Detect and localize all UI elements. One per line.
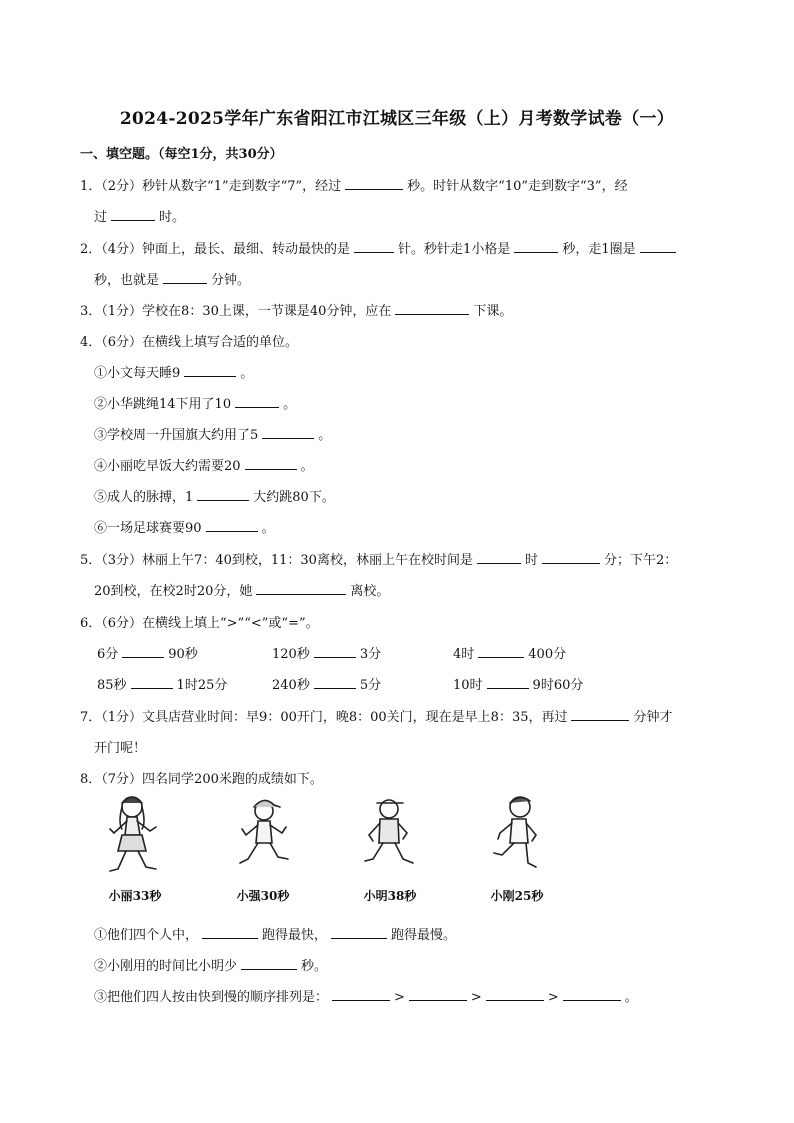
question-2-line-1 xyxy=(80,238,680,257)
q4-item xyxy=(94,393,296,412)
q6-right: 90秒 xyxy=(168,647,198,662)
answer-blank[interactable] xyxy=(122,644,164,658)
answer-blank[interactable] xyxy=(131,675,173,689)
runner-caption: 小强30秒 xyxy=(236,889,290,903)
answer-blank[interactable] xyxy=(409,987,467,1001)
answer-blank[interactable] xyxy=(245,456,297,470)
greater-than-sign: > xyxy=(394,990,405,1005)
q4-item-text: ②小华跳绳14下用了10 xyxy=(94,397,232,412)
q8-sub-text: 秒。 xyxy=(301,959,328,974)
q5-text-c: 分；下午2： xyxy=(603,553,678,568)
q7-text-a: 7．（1分）文具店营业时间：早9：00开门，晚8：00关门，现在是早上8：35，再过 xyxy=(80,710,568,725)
q6-comparison xyxy=(272,674,381,693)
question-1-line-1 xyxy=(80,175,628,194)
q2-text-d: 秒，也就是 xyxy=(94,273,160,288)
q4-item-text: 。 xyxy=(240,366,254,381)
question-1-line-2 xyxy=(94,206,185,225)
runner-figure-xiaoli xyxy=(90,793,180,915)
q4-item-text: ⑤成人的脉搏，1 xyxy=(94,490,194,505)
runner-caption: 小刚25秒 xyxy=(490,889,544,903)
q4-item-text: ⑥一场足球赛要90 xyxy=(94,521,202,536)
answer-blank[interactable] xyxy=(314,675,356,689)
runner-figure-xiaogang xyxy=(472,793,562,915)
answer-blank[interactable] xyxy=(163,270,207,284)
answer-blank[interactable] xyxy=(542,550,600,564)
q2-text-a: 2．（4分）钟面上，最长、最细、转动最快的是 xyxy=(80,242,351,257)
q8-sub-text: 。 xyxy=(624,990,638,1005)
question-7-line-1 xyxy=(80,706,673,725)
answer-blank[interactable] xyxy=(262,425,314,439)
q6-left: 120秒 xyxy=(272,647,310,662)
question-7-line-2: 开门呢！ xyxy=(94,741,147,756)
runner-figure-xiaoqiang xyxy=(218,793,308,915)
q8-sub-text: ③把他们四人按由快到慢的顺序排列是： xyxy=(94,990,329,1005)
q5-text-d: 20到校，在校2时20分，她 xyxy=(94,584,253,599)
question-6-stem: 6．（6分）在横线上填上“>”“<”或“=”。 xyxy=(80,616,319,631)
q8-sub-3 xyxy=(94,986,638,1005)
answer-blank[interactable] xyxy=(345,176,403,190)
q8-sub-text: ②小刚用的时间比小明少 xyxy=(94,959,238,974)
q6-right: 400分 xyxy=(528,647,567,662)
answer-blank[interactable] xyxy=(514,239,558,253)
q6-left: 240秒 xyxy=(272,678,310,693)
question-5-line-1 xyxy=(80,549,677,568)
q3-text-b: 下课。 xyxy=(473,304,513,319)
q4-item xyxy=(94,424,331,443)
q6-comparison xyxy=(453,674,583,693)
runner-figures xyxy=(90,793,560,915)
q8-sub-text: ①他们四个人中， xyxy=(94,928,199,943)
q6-right: 5分 xyxy=(359,678,382,693)
question-5-line-2 xyxy=(94,580,389,599)
q6-right: 3分 xyxy=(359,647,382,662)
q6-left: 85秒 xyxy=(97,678,127,693)
q3-text-a: 3．（1分）学校在8：30上课，一节课是40分钟，应在 xyxy=(80,304,392,319)
boy-runner-icon xyxy=(355,793,425,883)
q4-item-text: 大约跳80下。 xyxy=(253,490,335,505)
answer-blank[interactable] xyxy=(331,925,387,939)
q2-text-b: 针。秒针走1小格是 xyxy=(398,242,511,257)
runner-caption: 小明38秒 xyxy=(363,889,417,903)
q4-item xyxy=(94,517,275,536)
q5-text-b: 时 xyxy=(524,553,538,568)
q8-sub-1 xyxy=(94,924,456,943)
answer-blank[interactable] xyxy=(202,925,258,939)
q1-text-a: 1．（2分）秒针从数字“1”走到数字“7”，经过 xyxy=(80,179,342,194)
answer-blank[interactable] xyxy=(486,987,544,1001)
question-4-stem: 4．（6分）在横线上填写合适的单位。 xyxy=(80,335,299,350)
q4-item xyxy=(94,455,314,474)
q4-item-text: 。 xyxy=(300,459,314,474)
answer-blank[interactable] xyxy=(571,707,629,721)
q2-text-e: 分钟。 xyxy=(211,273,251,288)
q6-right: 9时60分 xyxy=(532,678,584,693)
answer-blank[interactable] xyxy=(640,239,676,253)
answer-blank[interactable] xyxy=(314,644,356,658)
q6-left: 4时 xyxy=(453,647,475,662)
q4-item-text: ①小文每天睡9 xyxy=(94,366,181,381)
q4-item-text: 。 xyxy=(261,521,275,536)
answer-blank[interactable] xyxy=(354,239,394,253)
q6-comparison xyxy=(97,674,227,693)
answer-blank[interactable] xyxy=(111,207,155,221)
answer-blank[interactable] xyxy=(395,301,469,315)
question-8-stem: 8．（7分）四名同学200米跑的成绩如下。 xyxy=(80,772,323,787)
greater-than-sign: > xyxy=(470,990,482,1005)
q1-text-b: 秒。时针从数字“10”走到数字“3”，经 xyxy=(407,179,628,194)
q4-item-text: ④小丽吃早饭大约需要20 xyxy=(94,459,241,474)
q7-text-b: 分钟才 xyxy=(633,710,673,725)
answer-blank[interactable] xyxy=(478,644,524,658)
answer-blank[interactable] xyxy=(206,518,258,532)
answer-blank[interactable] xyxy=(332,987,390,1001)
q1-text-c: 过 xyxy=(94,210,108,225)
question-3 xyxy=(80,300,512,319)
answer-blank[interactable] xyxy=(563,987,621,1001)
q1-text-d: 时。 xyxy=(159,210,186,225)
girl-runner-icon xyxy=(100,793,170,883)
q8-sub-2 xyxy=(94,955,327,974)
q6-comparison xyxy=(272,643,381,662)
q8-sub-text: 跑得最快， xyxy=(262,928,328,943)
page-title: 2024-2025学年广东省阳江市江城区三年级（上）月考数学试卷（一） xyxy=(119,109,675,129)
boy-runner-icon xyxy=(482,793,552,883)
answer-blank[interactable] xyxy=(235,394,279,408)
answer-blank[interactable] xyxy=(487,675,529,689)
q6-left: 10时 xyxy=(453,678,483,693)
q4-item-text: 。 xyxy=(283,397,297,412)
question-2-line-2 xyxy=(94,269,250,288)
answer-blank[interactable] xyxy=(197,487,249,501)
boy-runner-icon xyxy=(228,793,298,883)
runner-caption: 小丽33秒 xyxy=(108,889,162,903)
greater-than-sign: > xyxy=(547,990,559,1005)
q4-item xyxy=(94,486,335,505)
answer-blank[interactable] xyxy=(477,550,521,564)
q5-text-a: 5．（3分）林丽上午7：40到校，11：30离校，林丽上午在校时间是 xyxy=(80,553,473,568)
q6-right: 1时25分 xyxy=(176,678,228,693)
q4-item-text: ③学校周一升国旗大约用了5 xyxy=(94,428,259,443)
q5-text-e: 离校。 xyxy=(350,584,390,599)
section-heading: 一、填空题。（每空1分，共30分） xyxy=(80,147,283,162)
answer-blank[interactable] xyxy=(184,363,236,377)
q8-sub-text: 跑得最慢。 xyxy=(391,928,457,943)
q4-item-text: 。 xyxy=(318,428,332,443)
answer-blank[interactable] xyxy=(241,956,297,970)
q6-comparison xyxy=(97,643,198,662)
q4-item xyxy=(94,362,253,381)
answer-blank[interactable] xyxy=(256,581,346,595)
q2-text-c: 秒，走1圈是 xyxy=(562,242,636,257)
q6-comparison xyxy=(453,643,566,662)
runner-figure-xiaoming xyxy=(345,793,435,915)
q6-left: 6分 xyxy=(97,647,119,662)
